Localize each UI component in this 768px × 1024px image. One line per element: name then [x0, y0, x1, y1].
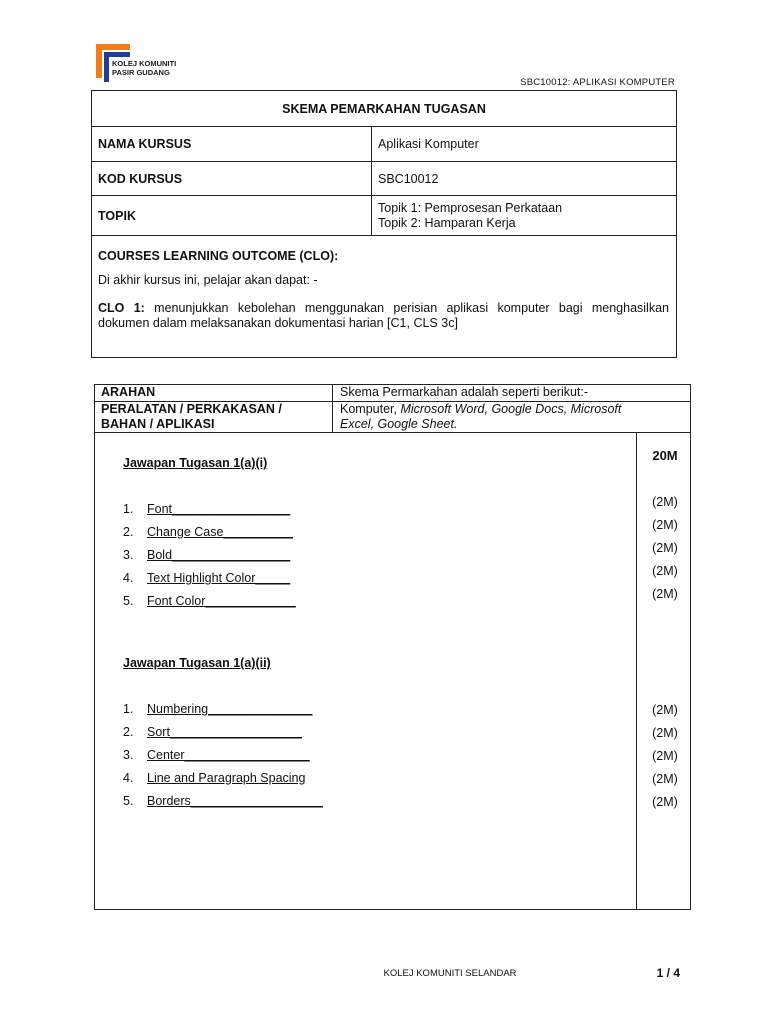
logo-text-line1: KOLEJ KOMUNITI	[112, 59, 177, 68]
item-number: 5.	[123, 594, 134, 608]
table-row-equipment	[95, 402, 690, 433]
college-logo	[96, 44, 186, 88]
page-number: 1 / 4	[656, 966, 680, 980]
item-text: Borders___________________	[147, 794, 323, 808]
equipment-value-apps-1: Microsoft Word, Google Docs, Microsoft	[400, 402, 622, 416]
list-item	[123, 548, 290, 562]
item-mark: (2M)	[652, 541, 678, 555]
item-mark: (2M)	[652, 518, 678, 532]
table-row-course-name	[92, 127, 676, 162]
item-text: Font Color_____________	[147, 594, 296, 608]
equipment-value-apps-2: Excel, Google Sheet.	[340, 417, 458, 431]
topic-line-1: Topik 1: Pemprosesan Perkataan	[378, 200, 563, 215]
item-text: Sort___________________	[147, 725, 303, 739]
clo-1-statement	[98, 301, 669, 331]
item-text: Numbering_______________	[147, 702, 313, 716]
item-number: 4.	[123, 771, 134, 785]
item-text: Font_________________	[147, 502, 291, 516]
item-text: Line and Paragraph Spacing	[147, 771, 306, 785]
item-mark: (2M)	[652, 703, 678, 717]
item-mark: (2M)	[652, 587, 678, 601]
table-title: SKEMA PEMARKAHAN TUGASAN	[282, 101, 486, 116]
item-number: 3.	[123, 748, 134, 762]
marking-scheme-table	[94, 384, 691, 910]
item-number: 4.	[123, 571, 134, 585]
equipment-label-line1: PERALATAN / PERKAKASAN /	[101, 402, 282, 416]
item-text: Change Case__________	[147, 525, 293, 539]
equipment-value	[340, 402, 666, 432]
course-name-value: Aplikasi Komputer	[378, 137, 479, 151]
instruction-value: Skema Permarkahan adalah seperti berikut:-	[340, 385, 589, 399]
equipment-value-plain: Komputer,	[340, 402, 401, 416]
item-number: 1.	[123, 502, 134, 516]
topic-line-2: Topik 2: Hamparan Kerja	[378, 215, 516, 230]
list-item	[123, 571, 290, 585]
topic-value	[378, 196, 670, 235]
list-item	[123, 594, 296, 608]
item-mark: (2M)	[652, 772, 678, 786]
instruction-label: ARAHAN	[101, 385, 156, 399]
course-code-header: SBC10012: APLIKASI KOMPUTER	[520, 77, 675, 88]
list-item	[123, 771, 305, 785]
item-number: 2.	[123, 725, 134, 739]
course-info-table	[91, 90, 677, 358]
item-text: Bold_________________	[147, 548, 291, 562]
item-text: Text Highlight Color_____	[147, 571, 291, 585]
course-code-label: KOD KURSUS	[98, 171, 183, 186]
footer-college-name: KOLEJ KOMUNITI SELANDAR	[383, 968, 517, 979]
item-number: 5.	[123, 794, 134, 808]
item-text: Center__________________	[147, 748, 310, 762]
item-mark: (2M)	[652, 564, 678, 578]
equipment-label-line2: BAHAN / APLIKASI	[101, 417, 215, 431]
section-title-1a-i: Jawapan Tugasan 1(a)(i)	[123, 456, 268, 470]
clo-1-text: menunjukkan kebolehan menggunakan perisian aplikasi komputer bagi menghasilkan dokumen dalam melaksanakan dokumentasi harian [C1, CLS 3c]	[98, 301, 669, 330]
table-row-instruction	[95, 385, 690, 402]
section-title-1a-ii: Jawapan Tugasan 1(a)(ii)	[123, 656, 271, 670]
list-item	[123, 794, 323, 808]
clo-1-label: CLO 1:	[98, 301, 145, 315]
table-title-row	[92, 91, 676, 127]
list-item	[123, 748, 310, 762]
equipment-label	[101, 402, 331, 432]
list-item	[123, 502, 290, 516]
list-item	[123, 702, 312, 716]
clo-intro: Di akhir kursus ini, pelajar akan dapat: -	[98, 273, 318, 287]
list-item	[123, 725, 302, 739]
item-mark: (2M)	[652, 495, 678, 509]
topic-label: TOPIK	[98, 208, 136, 223]
list-item	[123, 525, 293, 539]
item-number: 3.	[123, 548, 134, 562]
item-mark: (2M)	[652, 795, 678, 809]
item-number: 1.	[123, 702, 134, 716]
total-mark: 20M	[652, 448, 678, 463]
item-mark: (2M)	[652, 749, 678, 763]
clo-section	[98, 249, 669, 331]
item-mark: (2M)	[652, 726, 678, 740]
clo-heading: COURSES LEARNING OUTCOME (CLO):	[98, 249, 339, 263]
item-number: 2.	[123, 525, 134, 539]
course-code-value: SBC10012	[378, 171, 439, 186]
course-name-label: NAMA KURSUS	[98, 137, 192, 151]
logo-text-line2: PASIR GUDANG	[112, 68, 170, 77]
table-row-course-code	[92, 162, 676, 196]
table-row-topic	[92, 196, 676, 236]
